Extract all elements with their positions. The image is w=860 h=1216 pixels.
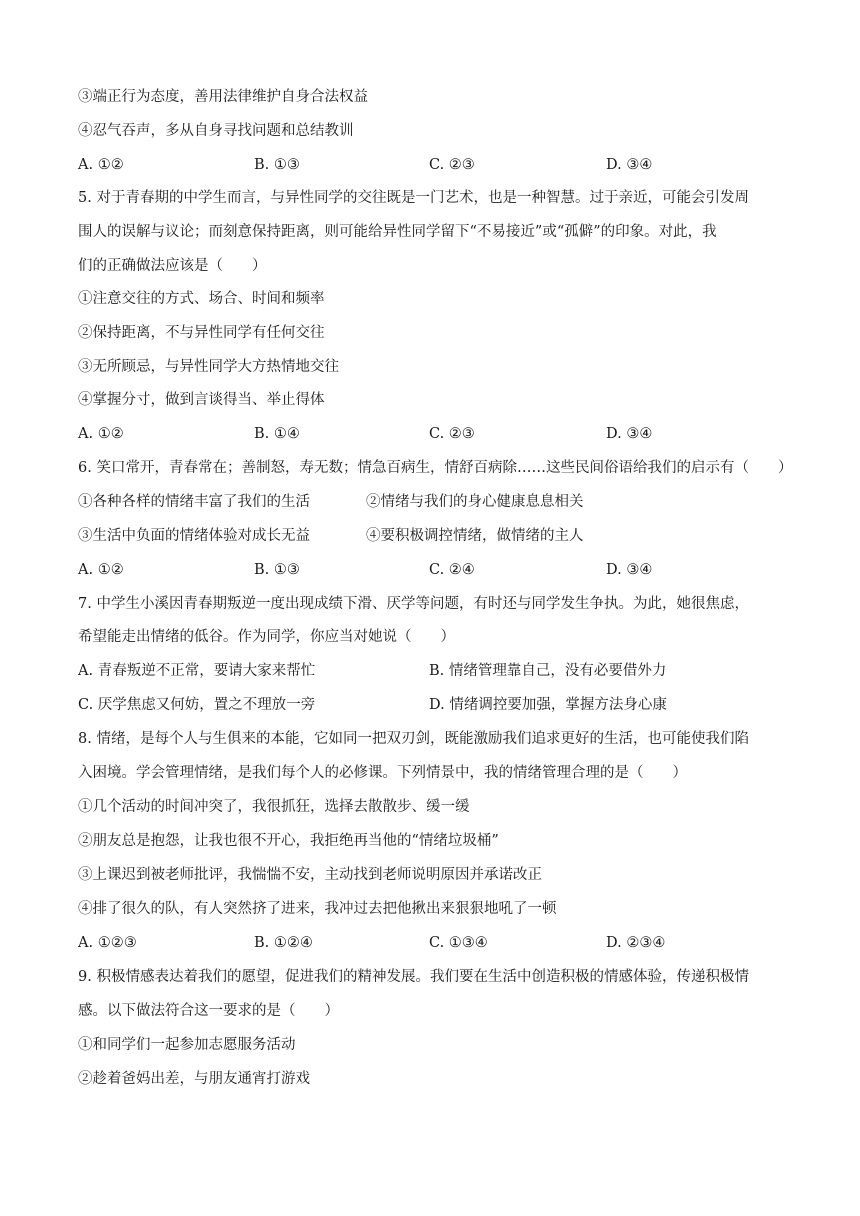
option-statement-2: ②趁着爸妈出差，与朋友通宵打游戏 (78, 1071, 310, 1087)
choice-c: C. ①③④ (429, 935, 488, 951)
option-statement-2: ②情绪与我们的身心健康息息相关 (366, 494, 584, 510)
question-9-stem: 9. 积极情感表达着我们的愿望，促进我们的精神发展。我们要在生活中创造积极的情感体验，传递积极情 (78, 969, 749, 985)
option-statement-4: ④掌握分寸，做到言谈得当、举止得体 (78, 392, 325, 408)
question-8-stem: 入困境。学会管理情绪，是我们每个人的必修课。下列情景中，我的情绪管理合理的是（ ） (78, 765, 687, 781)
question-8-stem: 8. 情绪，是每个人与生俱来的本能，它如同一把双刃剑，既能激励我们追求更好的生活，也可能使我们陷 (78, 731, 749, 747)
question-5-stem: 5. 对于青春期的中学生而言，与异性同学的交往既是一门艺术，也是一种智慧。过于亲近，可能会引发周 (78, 190, 749, 206)
choice-c: C. ②④ (429, 562, 475, 578)
choice-a: A. ①② (78, 562, 124, 578)
choice-d: D. 情绪调控要加强，掌握方法身心康 (429, 697, 667, 713)
question-9-stem: 感。以下做法符合这一要求的是（ ） (78, 1003, 339, 1019)
option-statement-4: ④忍气吞声，多从自身寻找问题和总结教训 (78, 123, 354, 139)
option-statement-1: ①和同学们一起参加志愿服务活动 (78, 1037, 296, 1053)
question-5-stem: 们的正确做法应该是（ ） (78, 258, 267, 274)
choice-d: D. ③④ (606, 426, 653, 442)
question-7-stem: 7. 中学生小溪因青春期叛逆一度出现成绩下滑、厌学等问题，有时还与同学发生争执。为此，她很焦虑， (78, 596, 749, 612)
question-6-stem: 6. 笑口常开，青春常在；善制怒，寿无数；情急百病生，情舒百病除……这些民间俗语给我们的启示有（ ） (78, 460, 793, 476)
choice-c: C. ②③ (429, 157, 475, 173)
choice-b: B. ①③ (254, 562, 300, 578)
choice-d: D. ②③④ (606, 935, 666, 951)
choice-b: B. ①③ (254, 157, 300, 173)
question-5-stem: 围人的误解与议论；而刻意保持距离，则可能给异性同学留下“不易接近”或“孤僻”的印象。对此，我 (78, 224, 717, 240)
choice-a: A. ①② (78, 426, 124, 442)
choice-a: A. ①② (78, 157, 124, 173)
choice-c: C. ②③ (429, 426, 475, 442)
option-statement-3: ③上课迟到被老师批评，我惴惴不安，主动找到老师说明原因并承诺改正 (78, 867, 542, 883)
question-7-stem: 希望能走出情绪的低谷。作为同学，你应当对她说（ ） (78, 629, 455, 645)
choice-c: C. 厌学焦虑又何妨，置之不理放一旁 (78, 697, 316, 713)
option-statement-4: ④排了很久的队，有人突然挤了进来，我冲过去把他揪出来狠狠地吼了一顿 (78, 901, 557, 917)
option-statement-1: ①几个活动的时间冲突了，我很抓狂，选择去散散步、缓一缓 (78, 799, 470, 815)
choice-b: B. ①②④ (254, 935, 313, 951)
choice-b: B. 情绪管理靠自己，没有必要借外力 (429, 663, 667, 679)
option-statement-1: ①各种各样的情绪丰富了我们的生活 (78, 494, 310, 510)
option-statement-3: ③端正行为态度，善用法律维护自身合法权益 (78, 89, 368, 105)
option-statement-2: ②保持距离，不与异性同学有任何交往 (78, 325, 325, 341)
choice-d: D. ③④ (606, 157, 653, 173)
option-statement-2: ②朋友总是抱怨，让我也很不开心，我拒绝再当他的“情绪垃圾桶” (78, 833, 499, 849)
option-statement-3: ③生活中负面的情绪体验对成长无益 (78, 528, 310, 544)
choice-a: A. 青春叛逆不正常，要请大家来帮忙 (78, 663, 316, 679)
option-statement-1: ①注意交往的方式、场合、时间和频率 (78, 291, 325, 307)
option-statement-4: ④要积极调控情绪，做情绪的主人 (366, 528, 584, 544)
choice-a: A. ①②③ (78, 935, 137, 951)
choice-d: D. ③④ (606, 562, 653, 578)
choice-b: B. ①④ (254, 426, 300, 442)
option-statement-3: ③无所顾忌，与异性同学大方热情地交往 (78, 359, 339, 375)
